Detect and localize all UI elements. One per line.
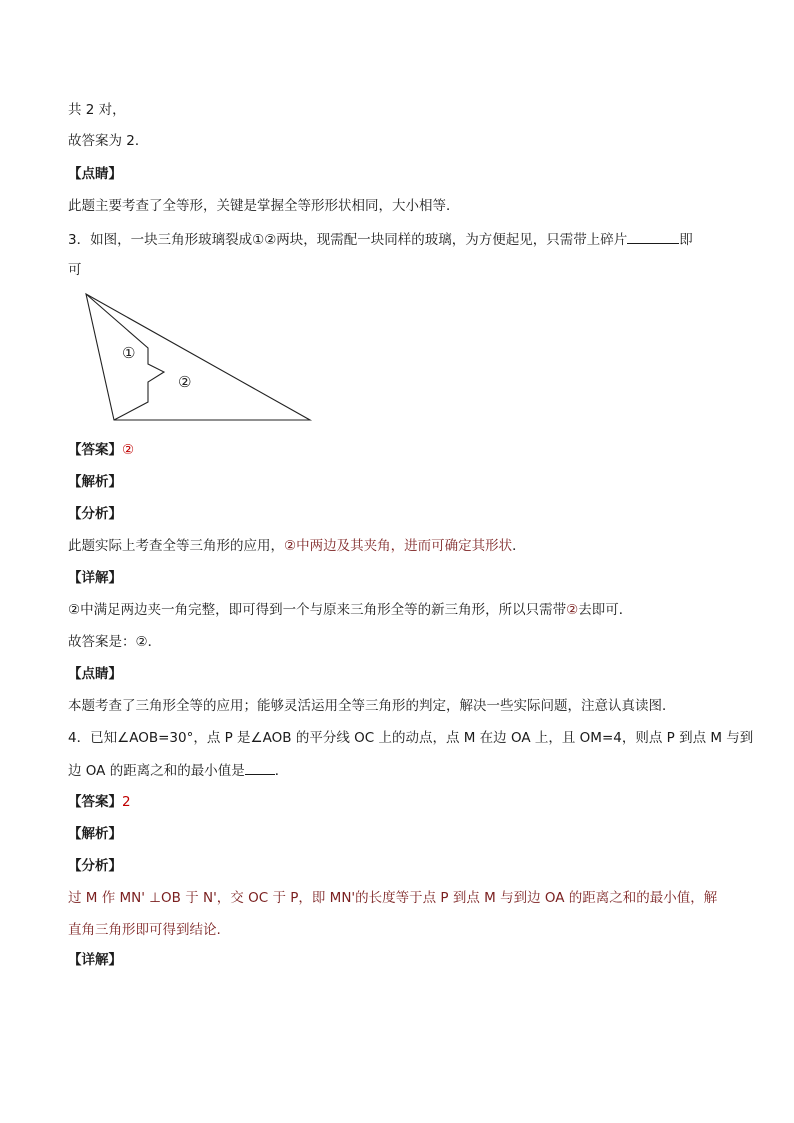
section-heading: 【详解】 xyxy=(68,952,122,968)
section-heading: 【分析】 xyxy=(68,506,122,522)
answer-label: 【答案】 xyxy=(68,794,122,810)
question-3-text: 3．如图，一块三角形玻璃裂成①②两块，现需配一块同样的玻璃，为方便起见，只需带上碎片 xyxy=(68,232,628,248)
text-line: 本题考查了三角形全等的应用；能够灵活运用全等三角形的判定，解决一些实际问题，注意认真读图． xyxy=(68,698,676,714)
answer-line xyxy=(68,792,131,812)
text-line: 可 xyxy=(68,262,82,278)
answer-value: ② xyxy=(122,442,135,458)
answer-value: 2 xyxy=(122,794,131,810)
analysis-line: 过 M 作 MN' ⊥OB 于 N'，交 OC 于 P，即 MN'的长度等于点 P 到点 M 与到边 OA 的距离之和的最小值，解 xyxy=(68,890,718,906)
section-heading: 【详解】 xyxy=(68,570,122,586)
question-4-text: 边 OA 的距离之和的最小值是 xyxy=(68,763,245,779)
question-3-line xyxy=(68,229,693,250)
question-4-line-2 xyxy=(68,760,288,781)
section-heading: 【点睛】 xyxy=(68,666,122,682)
analysis-part: 此题实际上考查全等三角形的应用， xyxy=(68,538,284,554)
answer-line xyxy=(68,440,134,460)
piece-2-label: ② xyxy=(178,373,192,391)
section-heading: 【分析】 xyxy=(68,858,122,874)
text-line: 共 2 对， xyxy=(68,102,126,118)
text-line: 故答案是：②． xyxy=(68,634,162,650)
text-line: 故答案为 2． xyxy=(68,133,149,149)
answer-blank xyxy=(245,760,275,775)
question-3-tail: 即 xyxy=(679,232,693,248)
piece-1-label: ① xyxy=(122,344,136,362)
answer-label: 【答案】 xyxy=(68,442,122,458)
detail-highlight: ② xyxy=(566,602,579,618)
analysis-line: 直角三角形即可得到结论. xyxy=(68,922,221,938)
section-heading: 【解析】 xyxy=(68,826,122,842)
analysis-part: ． xyxy=(512,538,526,554)
section-heading: 【点睛】 xyxy=(68,166,122,182)
analysis-line xyxy=(68,536,526,556)
triangle-outline xyxy=(86,294,310,420)
question-4-line: 4．已知∠AOB=30°，点 P 是∠AOB 的平分线 OC 上的动点，点 M 在边 OA 上，且 OM=4，则点 P 到点 M 与到 xyxy=(68,730,754,746)
answer-blank xyxy=(627,229,679,244)
broken-triangle-figure xyxy=(80,288,320,426)
section-heading: 【解析】 xyxy=(68,474,122,490)
text-line: 此题主要考查了全等形，关键是掌握全等形形状相同，大小相等． xyxy=(68,198,460,214)
detail-part: 去即可． xyxy=(578,602,633,618)
detail-line xyxy=(68,600,632,620)
analysis-highlight: ②中两边及其夹角，进而可确定其形状 xyxy=(284,538,513,554)
detail-part: ②中满足两边夹一角完整，即可得到一个与原来三角形全等的新三角形，所以只需带 xyxy=(68,602,567,618)
question-4-tail: ． xyxy=(274,763,289,779)
